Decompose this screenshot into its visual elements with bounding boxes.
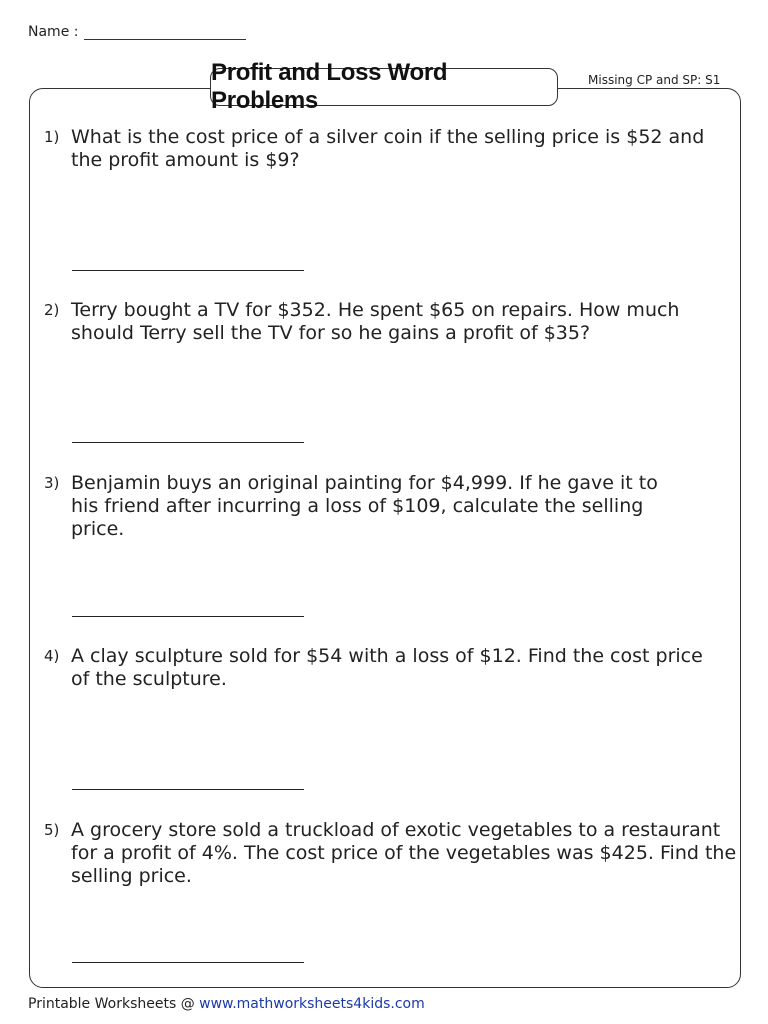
problem-number: 5) [44, 821, 60, 839]
problem-number: 4) [44, 647, 60, 665]
problem-number: 1) [44, 128, 60, 146]
name-blank-line[interactable] [84, 24, 246, 40]
page-title: Profit and Loss Word Problems [211, 59, 448, 114]
problem-number: 2) [44, 301, 60, 319]
problem-text: A clay sculpture sold for $54 with a loss of $12. Find the cost price of the sculpture. [71, 645, 703, 690]
problem-number: 3) [44, 474, 60, 492]
problem-text: Benjamin buys an original painting for $4,999. If he gave it to his friend after incurring a loss of $109, calculate the selling price. [71, 472, 658, 540]
answer-line[interactable] [72, 789, 304, 790]
footer [28, 996, 425, 1012]
name-field [28, 24, 246, 40]
problem-text: Terry bought a TV for $352. He spent $65 on repairs. How much should Terry sell the TV for so he gains a profit of $35? [71, 299, 680, 344]
answer-line[interactable] [72, 616, 304, 617]
set-label: Missing CP and SP: S1 [588, 73, 721, 87]
name-label: Name : [28, 24, 79, 40]
answer-line[interactable] [72, 962, 304, 963]
problem-text: What is the cost price of a silver coin if the selling price is $52 and the profit amount is $9? [71, 126, 705, 171]
answer-line[interactable] [72, 442, 304, 443]
title-box [210, 59, 558, 114]
problem-text: A grocery store sold a truckload of exotic vegetables to a restaurant for a profit of 4%. The cost price of the vegetables was $425. Find the selling price. [71, 819, 737, 887]
footer-prefix: Printable Worksheets @ [28, 996, 195, 1012]
answer-line[interactable] [72, 270, 304, 271]
footer-website-link[interactable]: www.mathworksheets4kids.com [199, 996, 425, 1012]
